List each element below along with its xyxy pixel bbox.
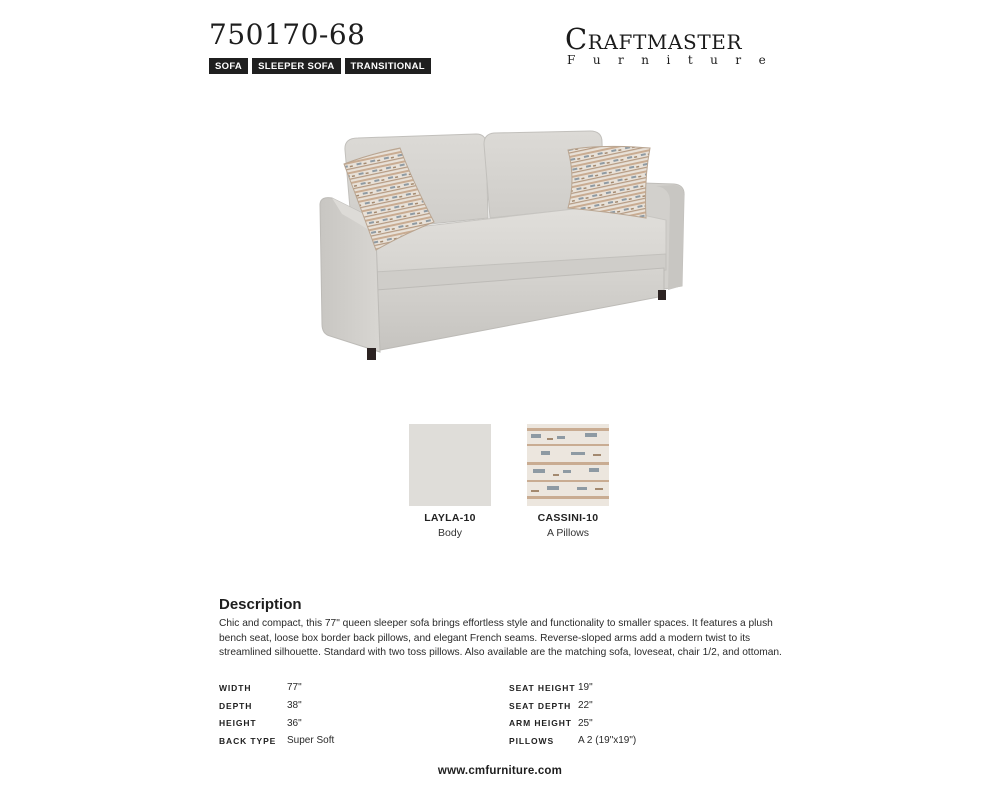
brand-subtitle: Furniture [567,53,784,67]
spec-label: BACK TYPE [219,735,277,746]
swatch-pillows-name: CASSINI-10 [537,512,599,524]
sofa-product-image [300,110,700,380]
pillow-right [568,146,650,218]
spec-value: 19" [578,682,593,694]
spec-value: 38" [287,700,302,712]
swatch-body [400,424,500,539]
leg-front-right [658,290,666,300]
product-sku: 750170-68 [209,18,366,51]
specs-left [219,679,334,750]
category-tags [209,58,431,74]
swatch-pillows [518,424,618,539]
spec-value: 36" [287,717,302,729]
swatch-body-name: LAYLA-10 [424,512,476,524]
leg-front-left [367,348,376,360]
spec-value: 25" [578,717,593,729]
spec-row-width [219,679,334,697]
footer-website-link[interactable]: www.cmfurniture.com [437,765,563,777]
spec-label: WIDTH [219,682,252,693]
swatch-pillows-use: A Pillows [546,527,589,539]
tag-sleeper-sofa: SLEEPER SOFA [252,58,340,74]
spec-row-arm-height [509,714,636,732]
swatch-body-use: Body [438,527,462,539]
spec-row-seat-height [509,679,636,697]
spec-row-pillows [509,732,636,750]
spec-row-seat-depth [509,697,636,715]
description-heading: Description [219,596,302,613]
description-text: Chic and compact, this 77" queen sleeper sofa brings effortless style and functionality to smaller spaces. It features a plush bench seat, loose box border back pillows, and elegant French seams. Reverse-sloped arms add a modern twist to its streamlined silhouette. Standard with two toss pillows. Also available are the matching sofa, loveseat, chair 1/2, and ottoman. [219,618,782,658]
spec-row-back-type [219,732,334,750]
spec-label: SEAT DEPTH [509,700,572,711]
spec-value: Super Soft [287,735,335,747]
spec-label: SEAT HEIGHT [509,682,576,693]
spec-row-depth [219,697,334,715]
spec-label: DEPTH [219,700,253,711]
swatch-plain-fabric [409,424,491,506]
brand-name: Craftmaster [565,22,743,56]
fabric-swatches [400,424,618,539]
tag-sofa: SOFA [209,58,248,74]
swatch-striped-fabric [527,424,609,506]
specs-right [509,679,636,750]
spec-label: HEIGHT [219,718,257,729]
tag-transitional: TRANSITIONAL [345,58,431,74]
spec-value: 77" [287,682,302,694]
spec-row-height [219,714,334,732]
spec-label: ARM HEIGHT [509,718,572,729]
spec-value: 22" [578,700,593,712]
spec-label: PILLOWS [509,735,555,746]
spec-value: A 2 (19"x19") [578,735,637,747]
brand-logo [565,24,793,67]
